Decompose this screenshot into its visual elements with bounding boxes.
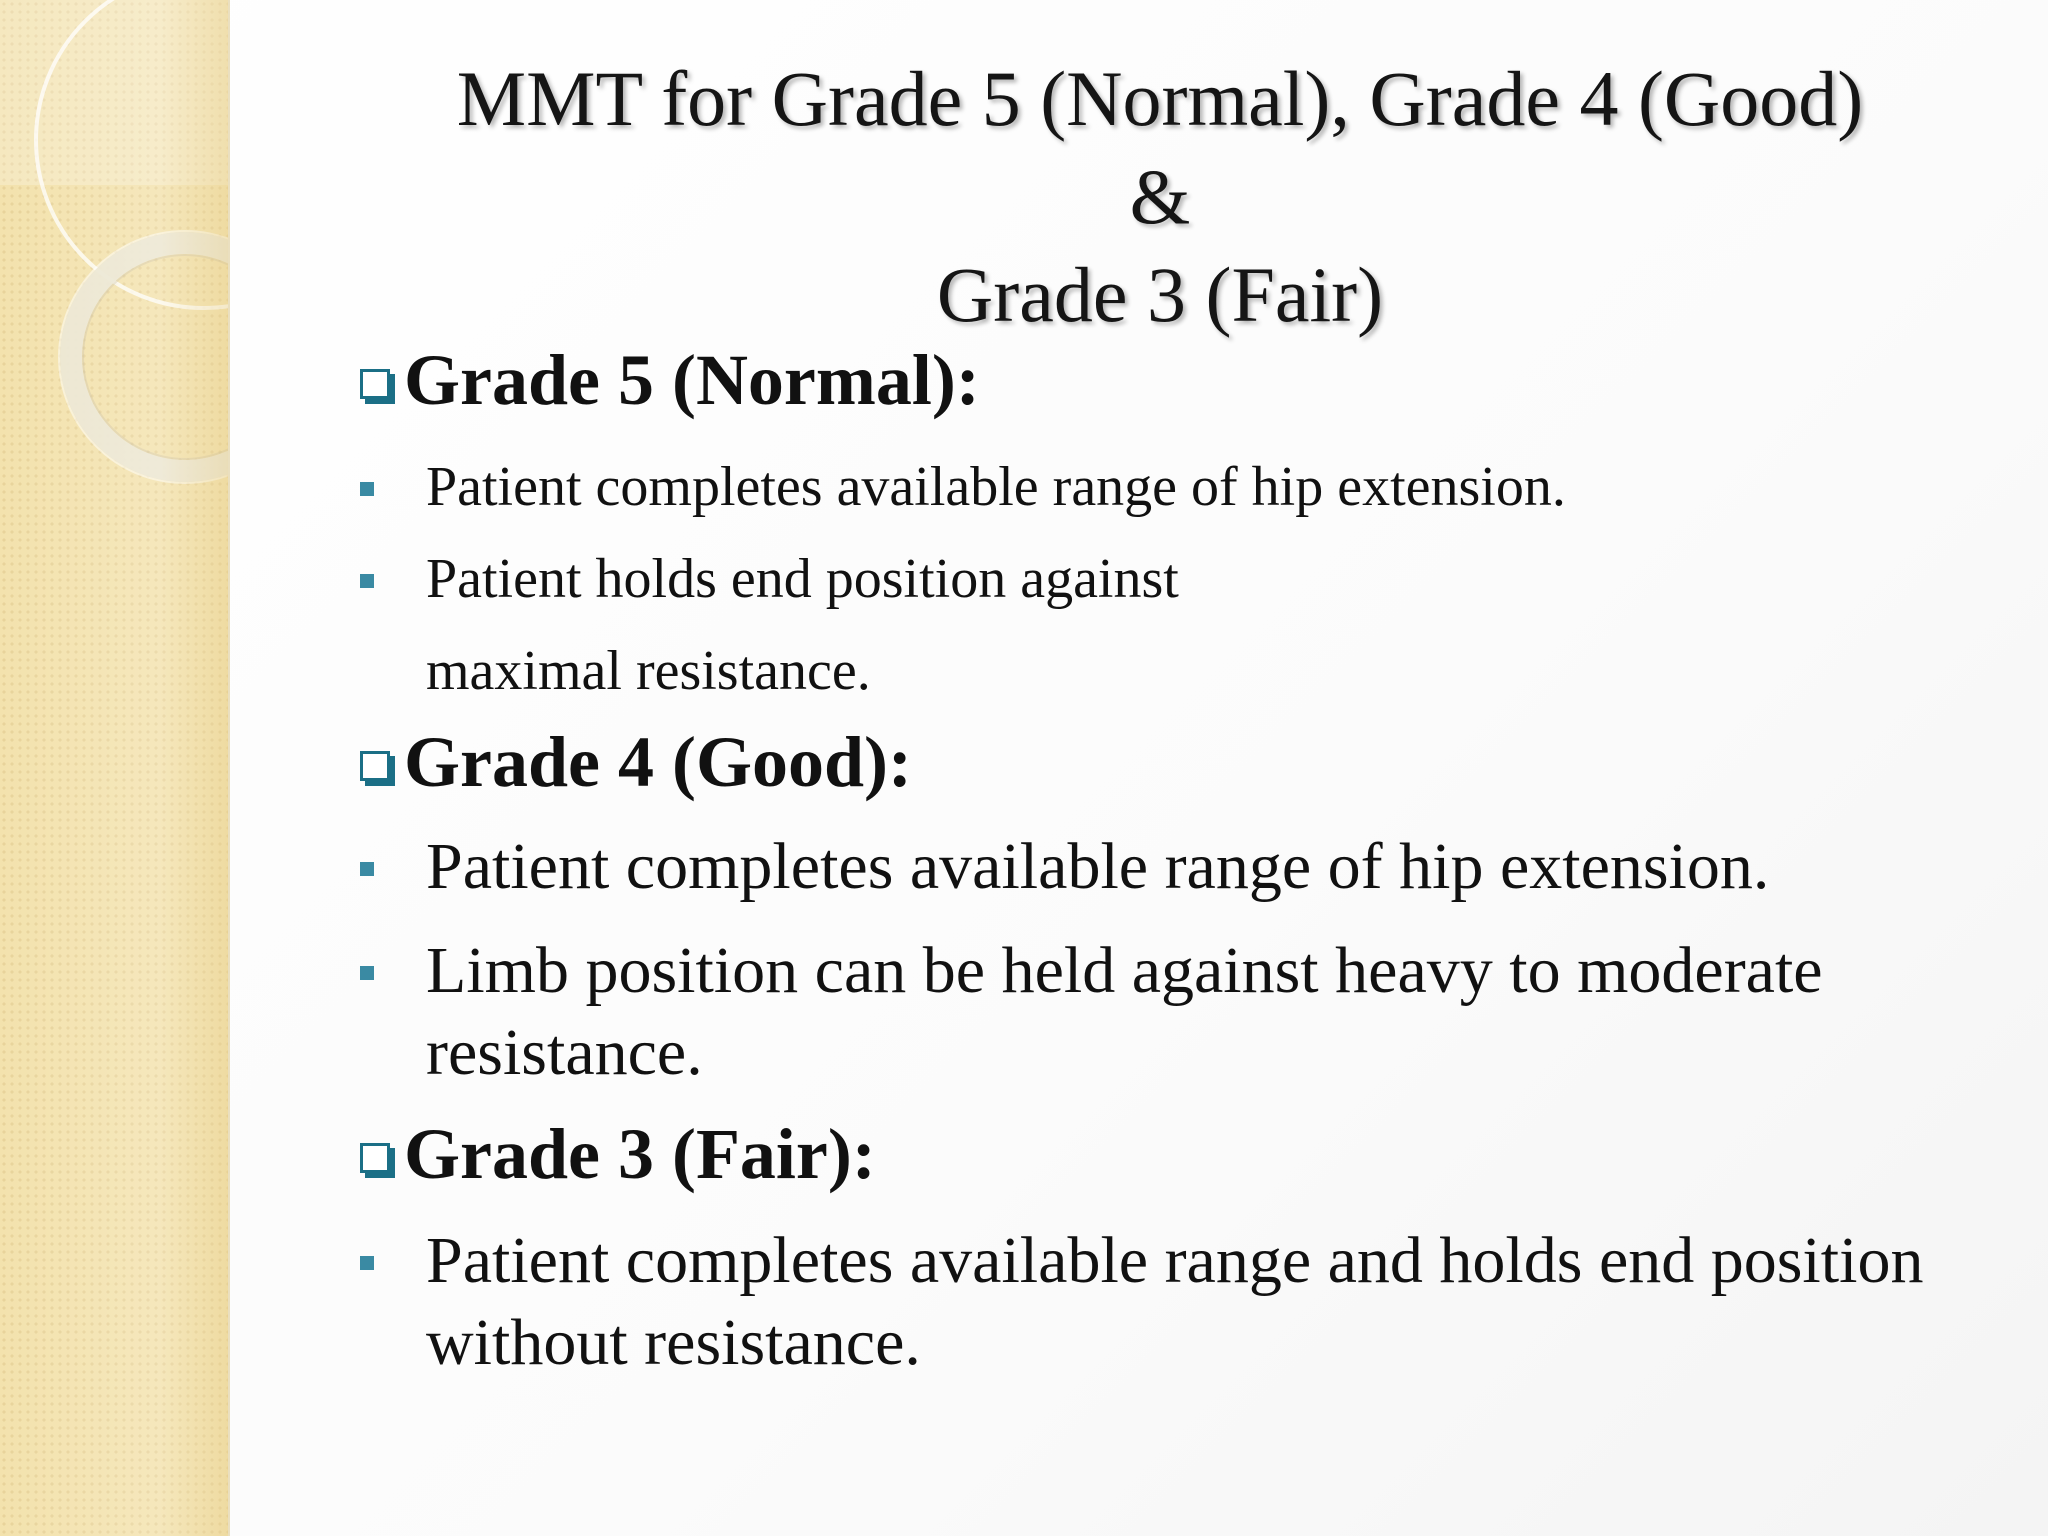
section-heading-text: Grade 5 (Normal):	[404, 340, 980, 420]
section-heading-grade-5	[360, 340, 980, 420]
checkbox-square-icon	[360, 1143, 390, 1173]
title-line-3: Grade 3 (Fair)	[936, 251, 1384, 338]
list-item-text: Patient holds end position against	[426, 548, 1179, 610]
list-item	[360, 930, 1823, 1012]
title-line-1: MMT for Grade 5 (Normal), Grade 4 (Good)	[456, 55, 1864, 142]
square-bullet-icon	[360, 1256, 374, 1270]
checkbox-square-icon	[360, 751, 390, 781]
stripe-shade	[0, 0, 228, 1536]
list-item-text: Patient completes available range of hip extension.	[426, 830, 1770, 903]
section-heading-text: Grade 3 (Fair):	[404, 1114, 876, 1194]
list-item-text: Limb position can be held against heavy to moderate	[426, 934, 1823, 1007]
section-heading-grade-3	[360, 1114, 876, 1194]
section-heading-grade-4	[360, 722, 912, 802]
square-bullet-icon	[360, 482, 374, 496]
list-item	[360, 544, 1179, 614]
decorative-side-stripe	[0, 0, 230, 1536]
list-item-continuation: without resistance.	[426, 1306, 921, 1379]
list-item	[360, 826, 1769, 908]
checkbox-square-icon	[360, 369, 390, 399]
list-item	[360, 452, 1566, 522]
square-bullet-icon	[360, 862, 374, 876]
list-item-continuation: resistance.	[426, 1016, 703, 1089]
list-item	[360, 1220, 1923, 1302]
section-heading-text: Grade 4 (Good):	[404, 722, 912, 802]
square-bullet-icon	[360, 574, 374, 588]
slide-title	[340, 50, 1980, 344]
title-line-2: &	[1129, 153, 1191, 240]
list-item-text: Patient completes available range of hip extension.	[426, 456, 1566, 518]
list-item-continuation: maximal resistance.	[426, 640, 871, 702]
square-bullet-icon	[360, 966, 374, 980]
list-item-text: Patient completes available range and holds end position	[426, 1224, 1924, 1297]
